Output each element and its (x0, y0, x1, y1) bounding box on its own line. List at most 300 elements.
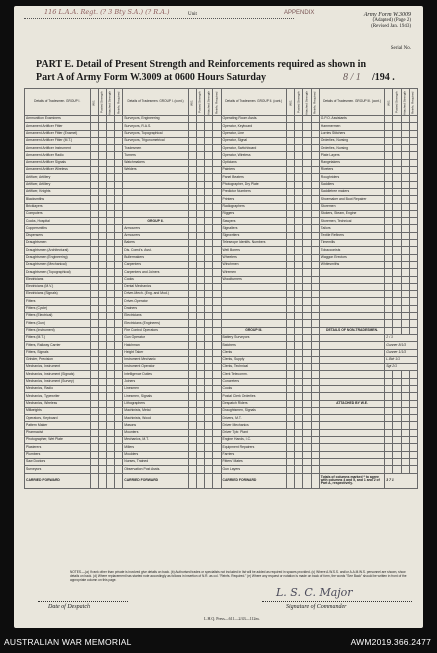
entry-cell (393, 116, 401, 123)
entry-cell (115, 334, 123, 341)
entry-cell (409, 305, 417, 312)
title-year: /194 . (372, 72, 395, 83)
table-header-row (25, 89, 418, 116)
entry-cell (196, 218, 204, 225)
entry-cell (287, 327, 295, 334)
entry-cell (213, 203, 221, 210)
entry-cell (213, 466, 221, 473)
entry-cell (311, 313, 319, 320)
table-row (25, 349, 418, 356)
trade-cell: Photographer, Wet Plate (25, 437, 91, 444)
trade-cell (319, 429, 385, 436)
entry-cell (115, 261, 123, 268)
entry-cell (287, 422, 295, 429)
entry-cell (205, 152, 213, 159)
entry-cell (303, 137, 311, 144)
entry-cell (90, 203, 98, 210)
trade-cell: Engine Hands, I.C. (221, 437, 287, 444)
entry-cell (393, 458, 401, 465)
entry-cell (401, 247, 409, 254)
entry-cell (287, 429, 295, 436)
entry-cell (196, 466, 204, 473)
trade-cell: Electricians (Engineers) (123, 320, 189, 327)
entry-cell (303, 196, 311, 203)
trade-cell: Farriers (221, 451, 287, 458)
trade-cell: Tailors (319, 225, 385, 232)
trade-cell: Electricians (25, 276, 91, 283)
trade-cell: Turners (123, 152, 189, 159)
trade-cell: Surveyors, Engineering (123, 116, 189, 123)
trade-cell: Bakers (123, 240, 189, 247)
entry-cell (385, 393, 393, 400)
entry-cell (196, 210, 204, 217)
trade-cell: Clerks (221, 349, 287, 356)
entry-cell (287, 364, 295, 371)
trade-cell: Carpenters (123, 261, 189, 268)
entry-cell (401, 269, 409, 276)
entry-cell (205, 313, 213, 320)
trade-cell: GROUP III. (221, 327, 287, 334)
entry-cell (98, 313, 106, 320)
entry-cell (213, 247, 221, 254)
entry-cell (213, 298, 221, 305)
trade-cell: Gun Layers (221, 466, 287, 473)
entry-cell (287, 334, 295, 341)
entry-cell (311, 451, 319, 458)
entry-cell (213, 181, 221, 188)
entry-cell (205, 385, 213, 392)
entry-cell (213, 123, 221, 130)
entry-cell (188, 152, 196, 159)
entry-cell (115, 218, 123, 225)
entry-cell (385, 291, 393, 298)
entry-cell (303, 218, 311, 225)
trade-cell: Tobacconists (319, 247, 385, 254)
trade-cell: Radiographers (221, 203, 287, 210)
entry-cell (295, 247, 303, 254)
col-header-g3c: Details of Tradesmen. GROUP III. (cont.) (319, 89, 385, 116)
table-row (25, 415, 418, 422)
entry-cell (188, 159, 196, 166)
table-row (25, 137, 418, 144)
entry-cell (115, 407, 123, 414)
entry-cell (188, 203, 196, 210)
table-row (25, 225, 418, 232)
entry-cell (188, 313, 196, 320)
entry-cell (311, 167, 319, 174)
entry-cell (188, 437, 196, 444)
entry-cell (98, 466, 106, 473)
entry-cell (196, 400, 204, 407)
table-row (25, 283, 418, 290)
trade-cell (319, 276, 385, 283)
trade-cell: Waggon Erectors (319, 254, 385, 261)
entry-cell (287, 174, 295, 181)
trade-cell: Textile Refiners (319, 232, 385, 239)
entry-cell (213, 407, 221, 414)
trade-cell: Driver Tptr. Plant (221, 429, 287, 436)
trade-cell (221, 291, 287, 298)
entry-cell (401, 174, 409, 181)
trade-cell (319, 385, 385, 392)
entry-cell (205, 159, 213, 166)
entry-cell (295, 167, 303, 174)
entry-cell (205, 116, 213, 123)
trade-cell: Mechanics, Instrument (Survey) (25, 378, 91, 385)
entry-cell (303, 437, 311, 444)
entry-cell (98, 188, 106, 195)
entry-cell (115, 327, 123, 334)
entry-cell (311, 276, 319, 283)
entry-cell (409, 218, 417, 225)
entry-cell (409, 145, 417, 152)
table-row (25, 385, 418, 392)
entry-cell (409, 320, 417, 327)
entry-cell (115, 466, 123, 473)
entry-cell (287, 152, 295, 159)
entry-cell (303, 320, 311, 327)
entry-cell (295, 378, 303, 385)
entry-cell (303, 422, 311, 429)
entry-cell (385, 407, 393, 414)
entry-cell (213, 159, 221, 166)
entry-cell (90, 196, 98, 203)
col-header-reinf: Reinfs. Required (115, 89, 123, 116)
col-header-we: W.E. (90, 89, 98, 116)
entry-cell (393, 291, 401, 298)
page-title (36, 58, 416, 84)
entry-cell (311, 444, 319, 451)
col-header-g1c: Details of Tradesmen. GROUP I. (cont.) (123, 89, 189, 116)
entry-cell (196, 152, 204, 159)
entry-cell (196, 269, 204, 276)
entry-cell (409, 429, 417, 436)
entry-cell (287, 116, 295, 123)
unit-line (24, 18, 294, 19)
entry-cell (287, 320, 295, 327)
entry-cell (287, 210, 295, 217)
entry-cell (295, 159, 303, 166)
entry-cell (295, 210, 303, 217)
entry-cell (188, 269, 196, 276)
entry-cell (106, 320, 114, 327)
entry-cell (205, 320, 213, 327)
entry-cell (115, 130, 123, 137)
entry-cell (303, 298, 311, 305)
entry-cell (115, 167, 123, 174)
entry-cell (115, 181, 123, 188)
entry-cell (393, 210, 401, 217)
trade-cell (319, 415, 385, 422)
entry-cell (287, 415, 295, 422)
entry-cell (295, 291, 303, 298)
trade-cell (319, 451, 385, 458)
entry-cell (385, 269, 393, 276)
entry-cell (393, 137, 401, 144)
entry-cell (401, 167, 409, 174)
entry-cell (385, 174, 393, 181)
entry-cell (115, 240, 123, 247)
trade-cell: Armament Artificer Instrument (25, 145, 91, 152)
entry-cell (295, 342, 303, 349)
entry-cell (213, 254, 221, 261)
table-row (25, 145, 418, 152)
entry-cell (287, 261, 295, 268)
entry-cell (401, 232, 409, 239)
trade-cell: Nurses, Trained (123, 458, 189, 465)
entry-cell (295, 400, 303, 407)
table-row (25, 218, 418, 225)
entry-cell (196, 305, 204, 312)
trade-cell (221, 305, 287, 312)
entry-cell (311, 320, 319, 327)
entry-cell (196, 313, 204, 320)
entry-cell (295, 254, 303, 261)
entry-cell (90, 415, 98, 422)
entry-cell (303, 313, 311, 320)
entry-cell (311, 371, 319, 378)
entry-cell (303, 466, 311, 473)
entry-cell (90, 269, 98, 276)
entry-cell (287, 167, 295, 174)
entry-cell (106, 349, 114, 356)
entry-cell (311, 116, 319, 123)
trade-cell: Mounters (123, 429, 189, 436)
trade-cell: Stokers, Steam, Engine (319, 210, 385, 217)
entry-cell (393, 378, 401, 385)
entry-cell (303, 181, 311, 188)
trade-cell (319, 458, 385, 465)
entry-cell (188, 116, 196, 123)
entry-cell (90, 313, 98, 320)
entry-cell (188, 123, 196, 130)
entry-cell (385, 313, 393, 320)
entry-cell (106, 276, 114, 283)
entry-cell (303, 232, 311, 239)
trade-cell: Draughtsmen (25, 240, 91, 247)
entry-cell (401, 188, 409, 195)
entry-cell (90, 159, 98, 166)
entry-cell (196, 393, 204, 400)
trade-cell: Panel Beaters (221, 174, 287, 181)
entry-cell (213, 218, 221, 225)
entry-cell (196, 371, 204, 378)
entry-cell (98, 291, 106, 298)
pencil-entry: Gunner 8/1/3 (385, 342, 418, 349)
trade-cell: Pharmacist (25, 429, 91, 436)
entry-cell (311, 364, 319, 371)
entry-cell (287, 203, 295, 210)
entry-cell (311, 385, 319, 392)
entry-cell (115, 429, 123, 436)
entry-cell (90, 393, 98, 400)
trade-cell: Artificer, Artillery (25, 174, 91, 181)
entry-cell (106, 174, 114, 181)
table-row (25, 364, 418, 371)
trade-cell: Grinder, Precision (25, 356, 91, 363)
entry-cell (401, 298, 409, 305)
entry-cell (303, 203, 311, 210)
entry-cell (98, 232, 106, 239)
entry-cell (115, 342, 123, 349)
trade-cell: Printers (221, 196, 287, 203)
entry-cell (287, 225, 295, 232)
entry-cell (90, 437, 98, 444)
entry-cell (393, 437, 401, 444)
table-row (25, 203, 418, 210)
entry-cell (409, 174, 417, 181)
trade-cell: Plasterers (25, 444, 91, 451)
entry-cell (213, 137, 221, 144)
entry-cell (90, 167, 98, 174)
col-header-attached: Attached Strength (106, 89, 114, 116)
entry-cell (409, 393, 417, 400)
entry-cell (106, 145, 114, 152)
entry-cell (115, 254, 123, 261)
entry-cell (311, 298, 319, 305)
entry-cell (311, 123, 319, 130)
entry-cell (295, 152, 303, 159)
entry-cell (393, 123, 401, 130)
entry-cell (213, 378, 221, 385)
entry-cell (196, 167, 204, 174)
entry-cell (90, 407, 98, 414)
entry-cell (311, 254, 319, 261)
entry-cell (401, 218, 409, 225)
entry-cell (205, 210, 213, 217)
entry-cell (188, 210, 196, 217)
entry-cell (311, 181, 319, 188)
entry-cell (295, 422, 303, 429)
entry-cell (287, 218, 295, 225)
entry-cell (303, 400, 311, 407)
table-row (25, 334, 418, 341)
entry-cell (213, 458, 221, 465)
trade-cell: Predictor Numbers (221, 188, 287, 195)
entry-cell (196, 145, 204, 152)
entry-cell (213, 269, 221, 276)
table-row (25, 327, 418, 334)
trade-cell: Plate Layers (319, 152, 385, 159)
entry-cell (196, 298, 204, 305)
entry-cell (106, 269, 114, 276)
entry-cell (295, 327, 303, 334)
entry-cell (98, 451, 106, 458)
entry-cell (295, 371, 303, 378)
entry-cell (311, 327, 319, 334)
entry-cell (295, 364, 303, 371)
entry-cell (385, 152, 393, 159)
trade-cell: Sawyers (221, 218, 287, 225)
entry-cell (205, 378, 213, 385)
entry-cell (295, 429, 303, 436)
entry-cell (90, 458, 98, 465)
table-row (25, 174, 418, 181)
entry-cell (385, 240, 393, 247)
entry-cell (295, 145, 303, 152)
entry-cell (188, 240, 196, 247)
entry-cell (409, 385, 417, 392)
trade-cell: Height Taker (123, 349, 189, 356)
entry-cell (393, 466, 401, 473)
table-row (25, 451, 418, 458)
entry-cell (188, 393, 196, 400)
entry-cell (409, 269, 417, 276)
trade-cell: Fire Control Operators (123, 327, 189, 334)
entry-cell (287, 342, 295, 349)
entry-cell (188, 451, 196, 458)
entry-cell (393, 276, 401, 283)
entry-cell (205, 247, 213, 254)
entry-cell (106, 305, 114, 312)
entry-cell (295, 283, 303, 290)
entry-cell (385, 130, 393, 137)
entry-cell (205, 145, 213, 152)
entry-cell (90, 356, 98, 363)
entry-cell (90, 254, 98, 261)
entry-cell (98, 298, 106, 305)
entry-cell (115, 276, 123, 283)
entry-cell (115, 313, 123, 320)
entry-cell (98, 407, 106, 414)
entry-cell (106, 466, 114, 473)
col-header-we: W.E. (287, 89, 295, 116)
col-header-g2c: Details of Tradesmen. GROUP II. (cont.) (221, 89, 287, 116)
table-row (25, 400, 418, 407)
entry-cell (115, 145, 123, 152)
entry-cell (287, 466, 295, 473)
entry-cell (409, 407, 417, 414)
entry-cell (385, 116, 393, 123)
entry-cell (205, 174, 213, 181)
entry-cell (115, 137, 123, 144)
entry-cell (205, 291, 213, 298)
trade-cell: Riveters (319, 167, 385, 174)
entry-cell (115, 247, 123, 254)
entry-cell (393, 152, 401, 159)
entry-cell (196, 444, 204, 451)
form-number: Army Form W.3009 (363, 12, 411, 18)
entry-cell (115, 203, 123, 210)
entry-cell (98, 458, 106, 465)
entry-cell (385, 451, 393, 458)
entry-cell (409, 371, 417, 378)
watermark-right: AWM2019.366.2477 (350, 637, 431, 647)
entry-cell (205, 334, 213, 341)
entry-cell (188, 247, 196, 254)
signature-line (262, 601, 412, 602)
entry-cell (287, 240, 295, 247)
table-row (25, 444, 418, 451)
trade-cell: Saddletree makers (319, 188, 385, 195)
trade-cell: Opticians (221, 159, 287, 166)
entry-cell (393, 174, 401, 181)
entry-cell (409, 116, 417, 123)
trade-cell (319, 371, 385, 378)
entry-cell (90, 444, 98, 451)
table-body (25, 116, 418, 474)
entry-cell (409, 451, 417, 458)
entry-cell (98, 371, 106, 378)
entry-cell (196, 378, 204, 385)
trade-cell: Welders (123, 167, 189, 174)
trade-cell: DETAILS OF NON-TRADESMEN. (319, 327, 385, 334)
entry-cell (205, 269, 213, 276)
trade-cell: Surveyors, R.A.S. (123, 123, 189, 130)
entry-cell (205, 451, 213, 458)
entry-cell (393, 218, 401, 225)
trade-cell: Orderlies, Nursing (319, 137, 385, 144)
